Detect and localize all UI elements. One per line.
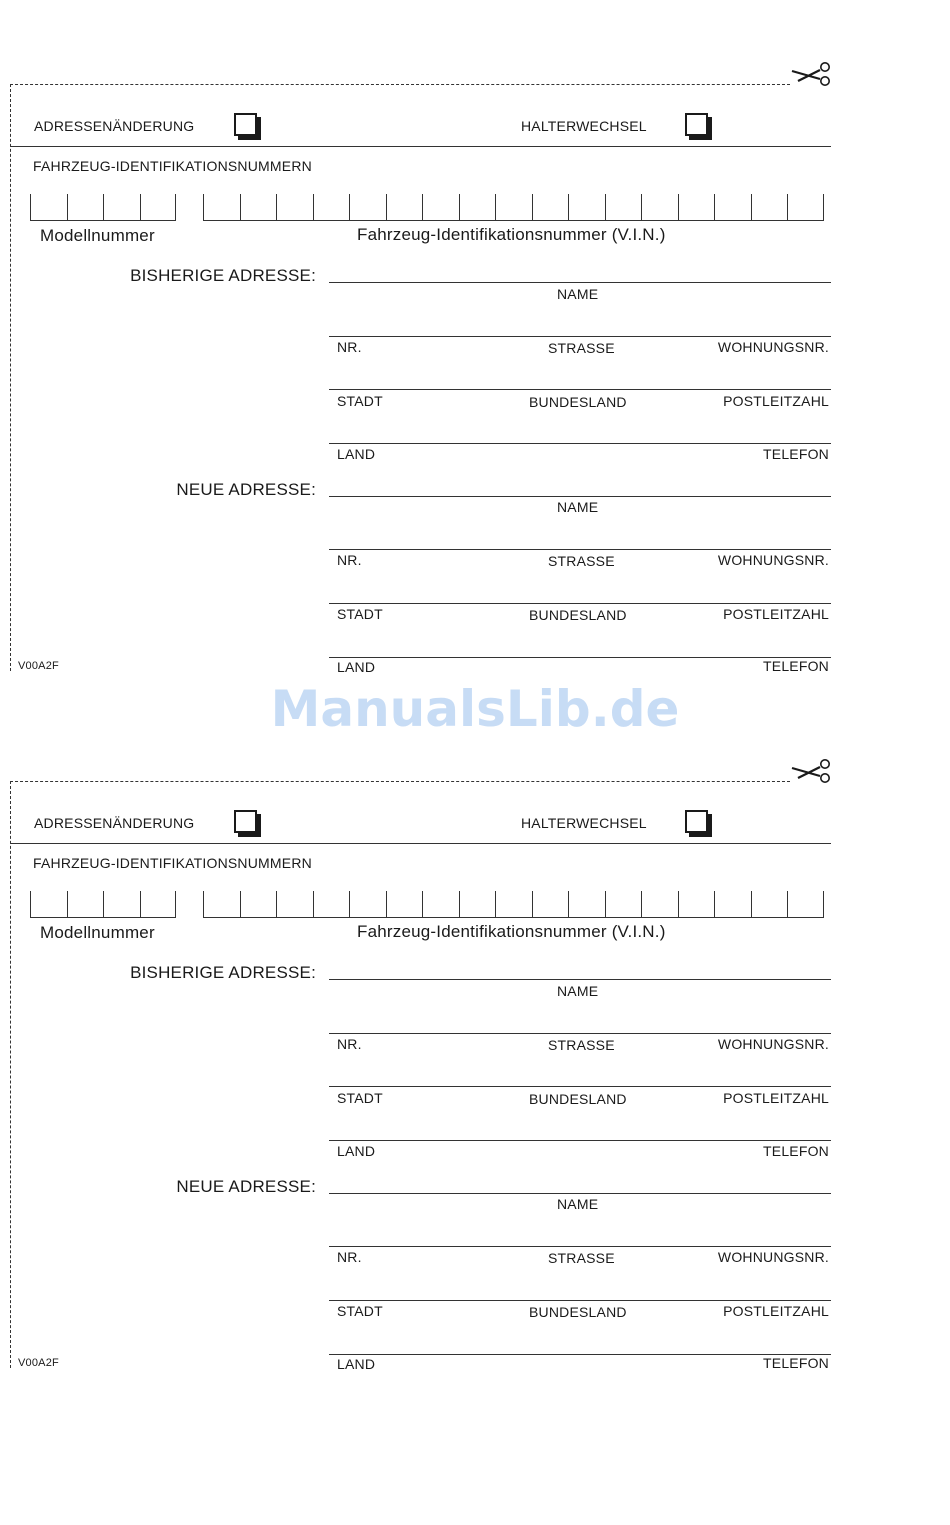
previous-street-label: STRASSE bbox=[548, 340, 615, 356]
owner-change-checkbox[interactable] bbox=[685, 810, 708, 833]
new-city-label: STADT bbox=[337, 1303, 383, 1319]
previous-name-label: NAME bbox=[557, 286, 599, 302]
header-divider bbox=[10, 146, 831, 147]
scissors-icon bbox=[790, 755, 834, 787]
new-street-label: STRASSE bbox=[548, 1250, 615, 1266]
address-change-checkbox[interactable] bbox=[234, 113, 257, 136]
new-nr-label: NR. bbox=[337, 1249, 362, 1265]
previous-apartment-label: WOHNUNGSNR. bbox=[717, 1036, 829, 1052]
vin-section-title: FAHRZEUG-IDENTIFIKATIONSNUMMERN bbox=[33, 855, 312, 871]
form-code: V00A2F bbox=[18, 660, 59, 672]
cut-line-left bbox=[10, 781, 11, 1368]
new-name-label: NAME bbox=[557, 1196, 599, 1212]
new-city-line[interactable] bbox=[329, 603, 831, 604]
previous-city-label: STADT bbox=[337, 1090, 383, 1106]
new-city-label: STADT bbox=[337, 606, 383, 622]
new-street-line[interactable] bbox=[329, 549, 831, 550]
previous-apartment-label: WOHNUNGSNR. bbox=[717, 339, 829, 355]
new-state-label: BUNDESLAND bbox=[529, 607, 627, 623]
new-zip-label: POSTLEITZAHL bbox=[723, 606, 829, 622]
previous-country-line[interactable] bbox=[329, 1140, 831, 1141]
new-street-label: STRASSE bbox=[548, 553, 615, 569]
owner-change-label: HALTERWECHSEL bbox=[521, 815, 647, 831]
watermark: ManualsLib.de bbox=[270, 680, 680, 738]
previous-address-heading: BISHERIGE ADRESSE: bbox=[130, 963, 316, 982]
vin-label: Fahrzeug-Identifikationsnummer (V.I.N.) bbox=[357, 225, 666, 244]
new-apartment-label: WOHNUNGSNR. bbox=[717, 552, 829, 568]
new-country-label: LAND bbox=[337, 659, 376, 675]
new-phone-label: TELEFON bbox=[763, 658, 829, 674]
new-city-line[interactable] bbox=[329, 1300, 831, 1301]
previous-name-line[interactable] bbox=[329, 979, 831, 980]
form-code: V00A2F bbox=[18, 1357, 59, 1369]
new-country-label: LAND bbox=[337, 1356, 376, 1372]
new-phone-label: TELEFON bbox=[763, 1355, 829, 1371]
new-zip-label: POSTLEITZAHL bbox=[723, 1303, 829, 1319]
previous-state-label: BUNDESLAND bbox=[529, 1091, 627, 1107]
previous-city-line[interactable] bbox=[329, 1086, 831, 1087]
address-change-checkbox[interactable] bbox=[234, 810, 257, 833]
new-address-heading: NEUE ADRESSE: bbox=[176, 480, 316, 499]
new-country-line[interactable] bbox=[329, 657, 831, 658]
address-change-label: ADRESSENÄNDERUNG bbox=[34, 118, 195, 134]
vin-section-title: FAHRZEUG-IDENTIFIKATIONSNUMMERN bbox=[33, 158, 312, 174]
scissors-icon bbox=[790, 58, 834, 90]
previous-nr-label: NR. bbox=[337, 1036, 362, 1052]
model-number-boxes[interactable] bbox=[30, 891, 176, 918]
new-apartment-label: WOHNUNGSNR. bbox=[717, 1249, 829, 1265]
new-name-line[interactable] bbox=[329, 496, 831, 497]
previous-nr-label: NR. bbox=[337, 339, 362, 355]
header-divider bbox=[10, 843, 831, 844]
new-name-label: NAME bbox=[557, 499, 599, 515]
previous-zip-label: POSTLEITZAHL bbox=[723, 1090, 829, 1106]
previous-name-label: NAME bbox=[557, 983, 599, 999]
cut-line-top bbox=[10, 84, 790, 85]
new-state-label: BUNDESLAND bbox=[529, 1304, 627, 1320]
previous-city-label: STADT bbox=[337, 393, 383, 409]
previous-country-line[interactable] bbox=[329, 443, 831, 444]
previous-city-line[interactable] bbox=[329, 389, 831, 390]
vin-boxes[interactable] bbox=[203, 891, 824, 918]
model-number-boxes[interactable] bbox=[30, 194, 176, 221]
address-change-label: ADRESSENÄNDERUNG bbox=[34, 815, 195, 831]
owner-change-label: HALTERWECHSEL bbox=[521, 118, 647, 134]
new-nr-label: NR. bbox=[337, 552, 362, 568]
previous-name-line[interactable] bbox=[329, 282, 831, 283]
new-country-line[interactable] bbox=[329, 1354, 831, 1355]
previous-street-line[interactable] bbox=[329, 1033, 831, 1034]
new-name-line[interactable] bbox=[329, 1193, 831, 1194]
previous-phone-label: TELEFON bbox=[763, 1143, 829, 1159]
cut-line-left bbox=[10, 84, 11, 671]
new-street-line[interactable] bbox=[329, 1246, 831, 1247]
previous-country-label: LAND bbox=[337, 446, 376, 462]
model-number-label: Modellnummer bbox=[40, 923, 155, 942]
owner-change-checkbox[interactable] bbox=[685, 113, 708, 136]
model-number-label: Modellnummer bbox=[40, 226, 155, 245]
previous-zip-label: POSTLEITZAHL bbox=[723, 393, 829, 409]
previous-address-heading: BISHERIGE ADRESSE: bbox=[130, 266, 316, 285]
previous-state-label: BUNDESLAND bbox=[529, 394, 627, 410]
change-of-address-form bbox=[0, 755, 950, 1375]
previous-phone-label: TELEFON bbox=[763, 446, 829, 462]
vin-label: Fahrzeug-Identifikationsnummer (V.I.N.) bbox=[357, 922, 666, 941]
previous-country-label: LAND bbox=[337, 1143, 376, 1159]
previous-street-label: STRASSE bbox=[548, 1037, 615, 1053]
vin-boxes[interactable] bbox=[203, 194, 824, 221]
cut-line-top bbox=[10, 781, 790, 782]
change-of-address-form bbox=[0, 58, 950, 678]
previous-street-line[interactable] bbox=[329, 336, 831, 337]
new-address-heading: NEUE ADRESSE: bbox=[176, 1177, 316, 1196]
